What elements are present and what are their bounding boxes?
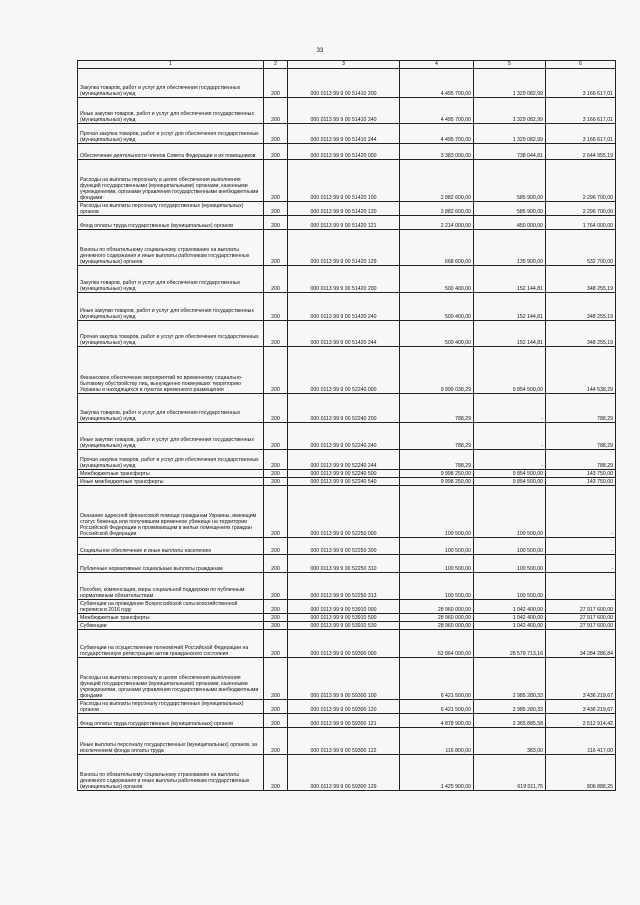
row-remaining-cell: 788,29 (546, 423, 616, 450)
row-approved-cell: 6 421 500,00 (400, 700, 474, 714)
row-remaining-cell: 2 296 700,00 (546, 202, 616, 216)
row-approved-cell: 500 400,00 (400, 266, 474, 293)
row-approved-cell: 788,29 (400, 423, 474, 450)
row-approved-cell: 4 495 700,00 (400, 124, 474, 144)
table-row (78, 321, 616, 347)
row-code-cell: 200 (264, 202, 288, 216)
row-approved-cell: 100 500,00 (400, 486, 474, 538)
row-code-cell: 200 (264, 160, 288, 202)
table-row (78, 69, 616, 98)
row-approved-cell: 788,29 (400, 394, 474, 423)
row-remaining-cell: 143 750,00 (546, 478, 616, 486)
row-executed-cell: 383,00 (474, 728, 546, 755)
row-remaining-cell: - (546, 555, 616, 573)
row-name-cell: Иные закупки товаров, работ и услуг для обеспечения государственных (муниципальных) нужд (78, 293, 264, 321)
row-name-cell: Субвенции на проведение Всероссийской сельскохозяйственной переписи в 2016 году (78, 600, 264, 614)
row-kbk-cell: 000 0113 99 9 00 51420 000 (288, 144, 400, 160)
row-remaining-cell: 532 700,00 (546, 230, 616, 266)
row-name-cell: Расходы на выплаты персоналу государственных (муниципальных) органов (78, 202, 264, 216)
row-code-cell: 200 (264, 622, 288, 630)
row-remaining-cell: 27 917 600,00 (546, 600, 616, 614)
row-approved-cell: 28 960 000,00 (400, 600, 474, 614)
row-approved-cell: 28 960 000,00 (400, 614, 474, 622)
row-approved-cell: 62 864 000,00 (400, 630, 474, 658)
row-name-cell: Расходы на выплаты персоналу в целях обеспечения выполнения функций государственными (муниципальными) органами, казенными учреждениями, органами управления государственными внебюджетными фондами (78, 160, 264, 202)
table-row (78, 230, 616, 266)
row-kbk-cell: 000 0113 99 9 00 52240 500 (288, 470, 400, 478)
row-code-cell: 200 (264, 144, 288, 160)
row-executed-cell: 100 500,00 (474, 555, 546, 573)
table-row (78, 700, 616, 714)
row-name-cell: Пособия, компенсации, меры социальной поддержки по публичным нормативным обязательствам (78, 573, 264, 600)
table-row (78, 216, 616, 230)
table-row (78, 573, 616, 600)
row-code-cell: 200 (264, 216, 288, 230)
row-name-cell: Фонд оплаты труда государственных (муниципальных) органов (78, 216, 264, 230)
row-kbk-cell: 000 0113 99 9 00 52250 313 (288, 573, 400, 600)
row-remaining-cell: 788,29 (546, 394, 616, 423)
row-name-cell: Финансовое обеспечение мероприятий по временному социально-бытовому обустройству лиц, вынужденно покинувших территорию Украины и находящихся в пунктах временного размещения (78, 347, 264, 394)
row-name-cell: Социальное обеспечение и иные выплаты населению (78, 538, 264, 555)
row-kbk-cell: 000 0113 99 9 00 53910 000 (288, 600, 400, 614)
row-code-cell: 200 (264, 714, 288, 728)
row-name-cell: Закупка товаров, работ и услуг для обеспечения государственных (муниципальных) нужд (78, 394, 264, 423)
row-name-cell: Фонд оплаты труда государственных (муниципальных) органов (78, 714, 264, 728)
table-row (78, 755, 616, 791)
table-row (78, 202, 616, 216)
row-executed-cell: 135 900,00 (474, 230, 546, 266)
row-approved-cell: 28 960 000,00 (400, 622, 474, 630)
row-name-cell: Публичные нормативные социальные выплаты гражданам (78, 555, 264, 573)
row-executed-cell: 100 500,00 (474, 538, 546, 555)
row-approved-cell: 1 425 900,00 (400, 755, 474, 791)
table-row (78, 600, 616, 614)
row-name-cell: Расходы на выплаты персоналу государственных (муниципальных) органов (78, 700, 264, 714)
row-remaining-cell: 806 888,25 (546, 755, 616, 791)
row-remaining-cell: 34 284 286,84 (546, 630, 616, 658)
row-executed-cell: 450 000,00 (474, 216, 546, 230)
table-row (78, 714, 616, 728)
row-remaining-cell: 143 750,00 (546, 470, 616, 478)
row-kbk-cell: 000 0113 99 9 00 52250 310 (288, 555, 400, 573)
table-row (78, 630, 616, 658)
row-kbk-cell: 000 0113 99 9 00 59300 120 (288, 700, 400, 714)
row-remaining-cell: 3 166 617,01 (546, 69, 616, 98)
row-kbk-cell: 000 0113 99 9 00 53910 500 (288, 614, 400, 622)
row-kbk-cell: 000 0113 99 9 00 53910 530 (288, 622, 400, 630)
row-executed-cell: 619 011,75 (474, 755, 546, 791)
row-remaining-cell: 116 417,00 (546, 728, 616, 755)
row-code-cell: 200 (264, 478, 288, 486)
row-name-cell: Прочая закупка товаров, работ и услуг для обеспечения государственных (муниципальных) нужд (78, 321, 264, 347)
row-executed-cell: 1 042 400,00 (474, 622, 546, 630)
row-approved-cell: 9 998 250,00 (400, 478, 474, 486)
row-name-cell: Иные закупки товаров, работ и услуг для обеспечения государственных (муниципальных) нужд (78, 98, 264, 124)
row-code-cell: 200 (264, 266, 288, 293)
row-kbk-cell: 000 0113 99 9 00 59300 129 (288, 755, 400, 791)
row-kbk-cell: 000 0113 99 9 00 52240 200 (288, 394, 400, 423)
row-kbk-cell: 000 0113 99 9 00 51420 240 (288, 293, 400, 321)
row-name-cell: Иные выплаты персоналу государственных (муниципальных) органов, за исключением фонда оплаты труда (78, 728, 264, 755)
row-code-cell: 200 (264, 321, 288, 347)
row-name-cell: Субвенции (78, 622, 264, 630)
table-row (78, 470, 616, 478)
row-executed-cell: 2 985 280,33 (474, 658, 546, 700)
header-row (78, 61, 616, 69)
row-kbk-cell: 000 0113 99 9 00 51410 240 (288, 98, 400, 124)
column-header: 3 (288, 61, 400, 69)
row-remaining-cell: - (546, 486, 616, 538)
row-kbk-cell: 000 0113 99 9 00 52240 240 (288, 423, 400, 450)
row-name-cell: Закупка товаров, работ и услуг для обеспечения государственных (муниципальных) нужд (78, 69, 264, 98)
row-code-cell: 200 (264, 728, 288, 755)
row-remaining-cell: 3 166 617,01 (546, 124, 616, 144)
row-code-cell: 200 (264, 755, 288, 791)
row-code-cell: 200 (264, 394, 288, 423)
table-row (78, 450, 616, 470)
table-row (78, 658, 616, 700)
row-name-cell: Взносы по обязательному социальному страхованию на выплаты денежного содержания и иные выплаты работникам государственных (муниципальных) органов (78, 230, 264, 266)
row-executed-cell: 28 579 713,16 (474, 630, 546, 658)
row-name-cell: Межбюджетные трансферты (78, 470, 264, 478)
row-kbk-cell: 000 0113 99 9 00 51420 100 (288, 160, 400, 202)
row-executed-cell: 9 854 500,00 (474, 347, 546, 394)
row-executed-cell: 1 042 400,00 (474, 614, 546, 622)
row-approved-cell: 100 500,00 (400, 573, 474, 600)
row-approved-cell: 6 421 500,00 (400, 658, 474, 700)
row-executed-cell: 585 900,00 (474, 202, 546, 216)
row-executed-cell: 100 500,00 (474, 573, 546, 600)
row-kbk-cell: 000 0113 99 9 00 59300 100 (288, 658, 400, 700)
column-header: 2 (264, 61, 288, 69)
row-executed-cell: 738 044,81 (474, 144, 546, 160)
row-code-cell: 200 (264, 293, 288, 321)
row-code-cell: 200 (264, 658, 288, 700)
row-remaining-cell: - (546, 538, 616, 555)
row-executed-cell: - (474, 394, 546, 423)
table-row (78, 124, 616, 144)
row-code-cell: 200 (264, 98, 288, 124)
row-code-cell: 200 (264, 700, 288, 714)
row-remaining-cell: - (546, 573, 616, 600)
row-code-cell: 200 (264, 486, 288, 538)
row-name-cell: Межбюджетные трансферты (78, 614, 264, 622)
table-row (78, 144, 616, 160)
row-name-cell: Иные закупки товаров, работ и услуг для обеспечения государственных (муниципальных) нужд (78, 423, 264, 450)
table-row (78, 347, 616, 394)
row-kbk-cell: 000 0113 99 9 00 52240 540 (288, 478, 400, 486)
row-remaining-cell: 3 436 219,67 (546, 658, 616, 700)
row-code-cell: 200 (264, 573, 288, 600)
table-row (78, 622, 616, 630)
row-executed-cell: 152 144,81 (474, 293, 546, 321)
row-remaining-cell: 3 166 617,01 (546, 98, 616, 124)
row-name-cell: Субвенции на осуществление полномочий Российской Федерации на государственную регистрацию актов гражданского состояния (78, 630, 264, 658)
row-code-cell: 200 (264, 600, 288, 614)
row-approved-cell: 788,29 (400, 450, 474, 470)
row-kbk-cell: 000 0113 99 9 00 51420 120 (288, 202, 400, 216)
column-header: 6 (546, 61, 616, 69)
row-code-cell: 200 (264, 470, 288, 478)
row-name-cell: Взносы по обязательному социальному страхованию на выплаты денежного содержания и иные выплаты работникам государственных (муниципальных) органов (78, 755, 264, 791)
row-code-cell: 200 (264, 423, 288, 450)
table-row (78, 538, 616, 555)
table-row (78, 486, 616, 538)
row-approved-cell: 500 400,00 (400, 321, 474, 347)
row-remaining-cell: 348 255,19 (546, 266, 616, 293)
row-executed-cell: 2 985 280,33 (474, 700, 546, 714)
row-code-cell: 200 (264, 630, 288, 658)
row-executed-cell: 1 329 082,99 (474, 69, 546, 98)
row-kbk-cell: 000 0113 99 9 00 51420 244 (288, 321, 400, 347)
row-kbk-cell: 000 0113 99 9 00 52240 000 (288, 347, 400, 394)
row-approved-cell: 116 800,00 (400, 728, 474, 755)
table-row (78, 478, 616, 486)
row-executed-cell: - (474, 450, 546, 470)
row-remaining-cell: 348 255,19 (546, 293, 616, 321)
column-header: 5 (474, 61, 546, 69)
row-code-cell: 200 (264, 555, 288, 573)
column-header: 1 (78, 61, 264, 69)
row-approved-cell: 100 500,00 (400, 538, 474, 555)
row-name-cell: Расходы на выплаты персоналу в целях обеспечения выполнения функций государственными (муниципальными) органами, казенными учреждениями, органами управления государственными внебюджетными фондами (78, 658, 264, 700)
row-approved-cell: 100 500,00 (400, 555, 474, 573)
page-number: 33 (316, 48, 324, 54)
table-row (78, 728, 616, 755)
row-code-cell: 200 (264, 450, 288, 470)
row-executed-cell: 152 144,81 (474, 321, 546, 347)
row-code-cell: 200 (264, 230, 288, 266)
row-name-cell: Иные межбюджетные трансферты (78, 478, 264, 486)
row-kbk-cell: 000 0113 99 9 00 51410 200 (288, 69, 400, 98)
row-kbk-cell: 000 0113 99 9 00 59300 000 (288, 630, 400, 658)
row-kbk-cell: 000 0113 99 9 00 52250 300 (288, 538, 400, 555)
row-remaining-cell: 2 296 700,00 (546, 160, 616, 202)
row-approved-cell: 2 214 000,00 (400, 216, 474, 230)
row-code-cell: 200 (264, 69, 288, 98)
row-remaining-cell: 788,29 (546, 450, 616, 470)
row-kbk-cell: 000 0113 99 9 00 59300 122 (288, 728, 400, 755)
row-kbk-cell: 000 0113 99 9 00 59300 121 (288, 714, 400, 728)
row-kbk-cell: 000 0113 99 9 00 51420 129 (288, 230, 400, 266)
table-row (78, 266, 616, 293)
budget-table (77, 60, 616, 791)
row-executed-cell: 152 144,81 (474, 266, 546, 293)
row-name-cell: Обеспечение деятельности членов Совета Федерации и их помощников (78, 144, 264, 160)
row-remaining-cell: 348 255,19 (546, 321, 616, 347)
row-kbk-cell: 000 0113 99 9 00 51410 244 (288, 124, 400, 144)
row-approved-cell: 4 495 700,00 (400, 69, 474, 98)
table-row (78, 98, 616, 124)
table-row (78, 394, 616, 423)
row-executed-cell: 9 854 500,00 (474, 478, 546, 486)
row-executed-cell: 1 042 400,00 (474, 600, 546, 614)
table-row (78, 423, 616, 450)
row-executed-cell: 1 329 082,99 (474, 124, 546, 144)
row-remaining-cell: 2 644 955,19 (546, 144, 616, 160)
row-code-cell: 200 (264, 614, 288, 622)
row-code-cell: 200 (264, 347, 288, 394)
row-approved-cell: 3 383 000,00 (400, 144, 474, 160)
row-approved-cell: 500 400,00 (400, 293, 474, 321)
row-executed-cell: 1 329 082,99 (474, 98, 546, 124)
row-approved-cell: 4 878 900,00 (400, 714, 474, 728)
row-name-cell: Прочая закупка товаров, работ и услуг для обеспечения государственных (муниципальных) нужд (78, 124, 264, 144)
table-row (78, 160, 616, 202)
row-approved-cell: 668 600,00 (400, 230, 474, 266)
row-approved-cell: 2 882 600,00 (400, 160, 474, 202)
row-remaining-cell: 2 512 914,42 (546, 714, 616, 728)
row-approved-cell: 2 882 600,00 (400, 202, 474, 216)
row-executed-cell: 100 500,00 (474, 486, 546, 538)
row-remaining-cell: 27 917 600,00 (546, 622, 616, 630)
row-remaining-cell: 3 436 219,67 (546, 700, 616, 714)
table-row (78, 614, 616, 622)
row-remaining-cell: 27 917 600,00 (546, 614, 616, 622)
table-row (78, 555, 616, 573)
row-kbk-cell: 000 0113 99 9 00 52250 000 (288, 486, 400, 538)
row-remaining-cell: 144 538,29 (546, 347, 616, 394)
row-executed-cell: 585 900,00 (474, 160, 546, 202)
row-code-cell: 200 (264, 538, 288, 555)
row-executed-cell: - (474, 423, 546, 450)
row-kbk-cell: 000 0113 99 9 00 51420 121 (288, 216, 400, 230)
row-name-cell: Прочая закупка товаров, работ и услуг для обеспечения государственных (муниципальных) нужд (78, 450, 264, 470)
row-approved-cell: 9 999 038,29 (400, 347, 474, 394)
row-approved-cell: 4 495 700,00 (400, 98, 474, 124)
row-approved-cell: 9 998 250,00 (400, 470, 474, 478)
row-name-cell: Оказание адресной финансовой помощи гражданам Украины, имеющим статус беженца или получившим временное убежище на территории Российской Федерации и проживающим в жилых помещениях граждан Российской Федерации (78, 486, 264, 538)
row-kbk-cell: 000 0113 99 9 00 51420 200 (288, 266, 400, 293)
row-code-cell: 200 (264, 124, 288, 144)
table-row (78, 293, 616, 321)
column-header: 4 (400, 61, 474, 69)
row-kbk-cell: 000 0113 99 9 00 52240 244 (288, 450, 400, 470)
row-executed-cell: 2 365 885,58 (474, 714, 546, 728)
row-executed-cell: 9 854 500,00 (474, 470, 546, 478)
row-name-cell: Закупка товаров, работ и услуг для обеспечения государственных (муниципальных) нужд (78, 266, 264, 293)
row-remaining-cell: 1 764 000,00 (546, 216, 616, 230)
